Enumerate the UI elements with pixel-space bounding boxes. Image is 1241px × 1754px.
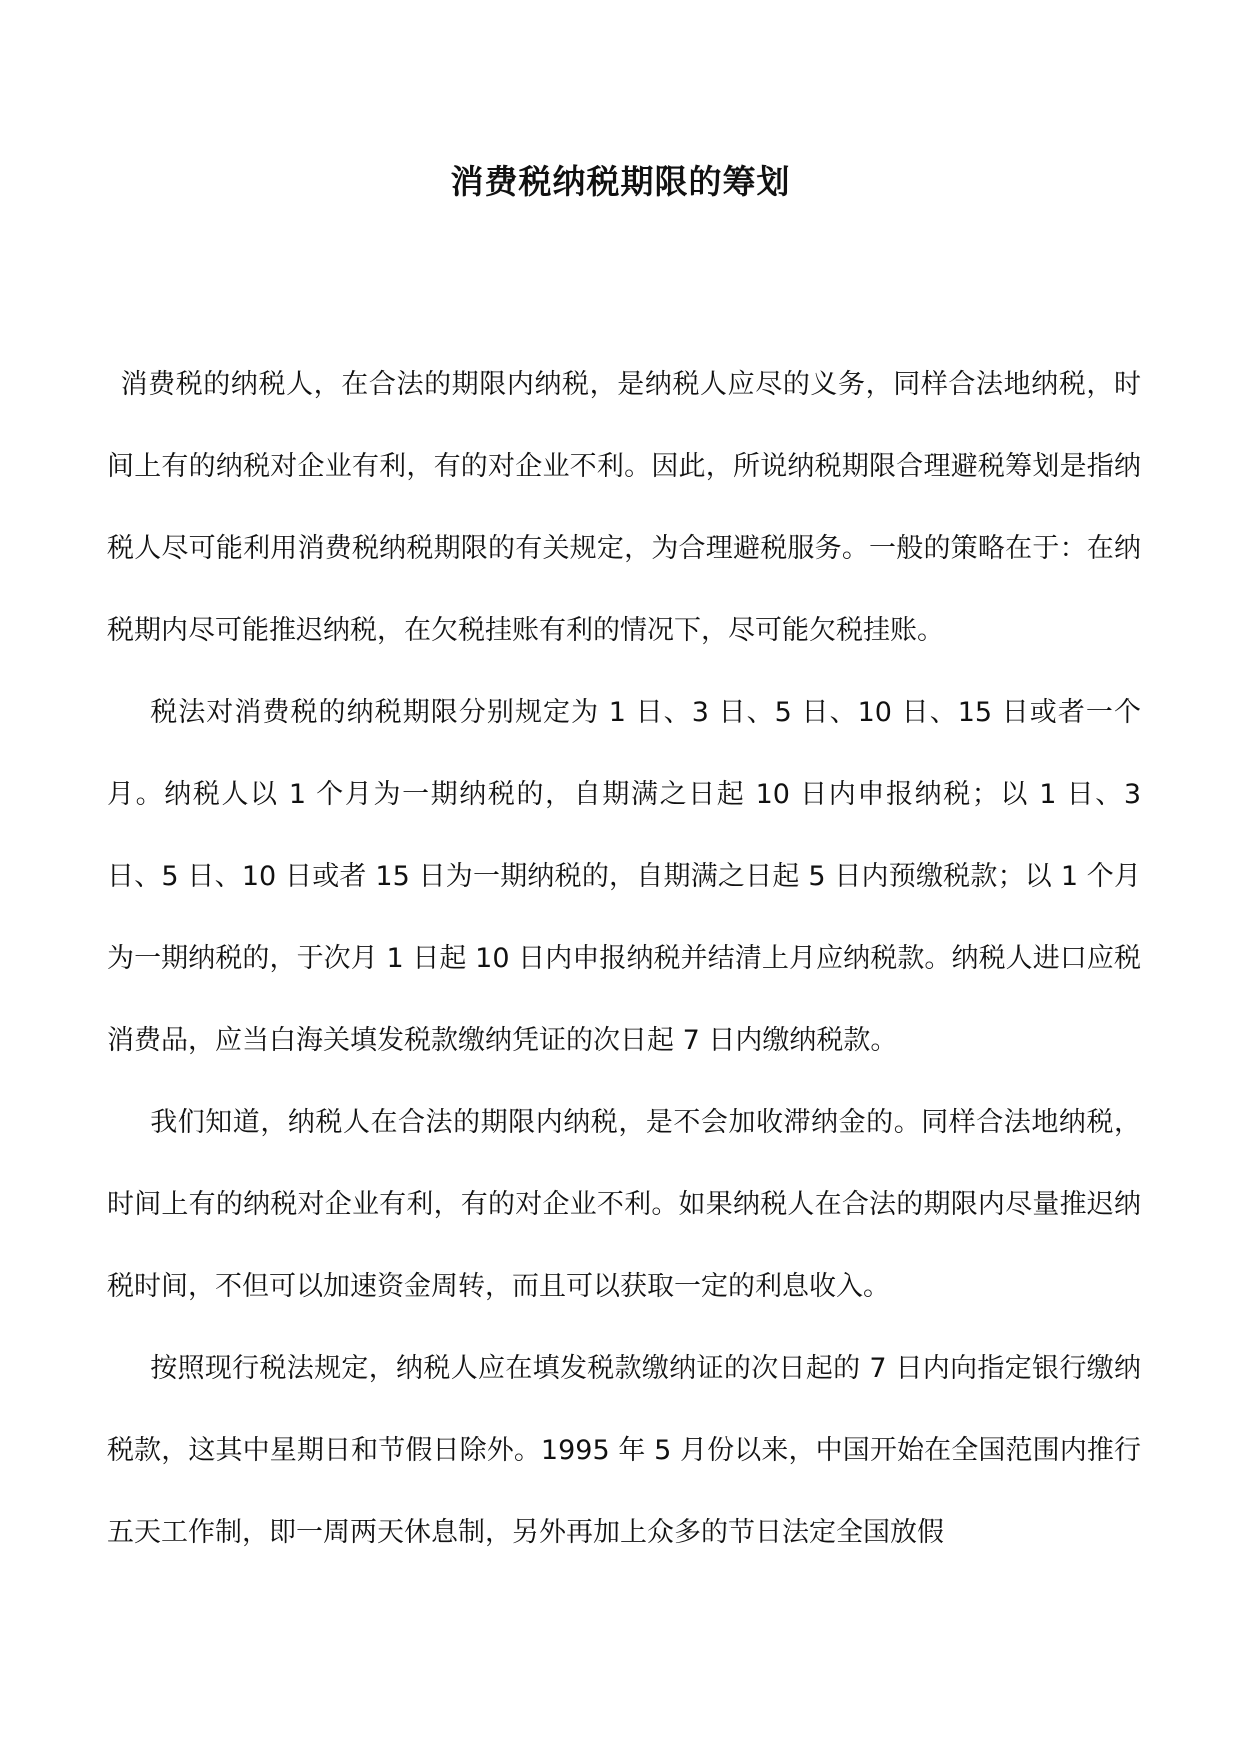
paragraph-2: 税法对消费税的纳税期限分别规定为 1 日、3 日、5 日、10 日、15 日或者一个月。纳税人以 1 个月为一期纳税的，自期满之日起 10 日内申报纳税；以 1 日、3 日、5 日、10 日或者 15 日为一期纳税的，自期满之日起 5 日内预缴税款；以 1 个月为一期纳税的，于次月 1 日起 10 日内申报纳税并结清上月应纳税款。纳税人进口应税消费品，应当白海关填发税款缴纳凭证的次日起 7 日内缴纳税款。 <box>107 697 1141 1056</box>
paragraph-4: 按照现行税法规定，纳税人应在填发税款缴纳证的次日起的 7 日内向指定银行缴纳税款，这其中星期日和节假日除外。1995 年 5 月份以来，中国开始在全国范围内推行五天工作制，即一周两天休息制，另外再加上众多的节日法定全国放假 <box>107 1353 1141 1548</box>
paragraph-1: 消费税的纳税人，在合法的期限内纳税，是纳税人应尽的义务，同样合法地纳税，时间上有的纳税对企业有利，有的对企业不利。因此，所说纳税期限合理避税筹划是指纳税人尽可能利用消费税纳税期限的有关规定，为合理避税服务。一般的策略在于：在纳税期内尽可能推迟纳税，在欠税挂账有利的情况下，尽可能欠税挂账。 <box>107 369 1141 646</box>
document-body <box>107 344 1141 1574</box>
document-title: 消费税纳税期限的筹划 <box>450 162 791 201</box>
paragraph-3: 我们知道，纳税人在合法的期限内纳税，是不会加收滞纳金的。同样合法地纳税，时间上有的纳税对企业有利，有的对企业不利。如果纳税人在合法的期限内尽量推迟纳税时间，不但可以加速资金周转，而且可以获取一定的利息收入。 <box>107 1107 1141 1302</box>
